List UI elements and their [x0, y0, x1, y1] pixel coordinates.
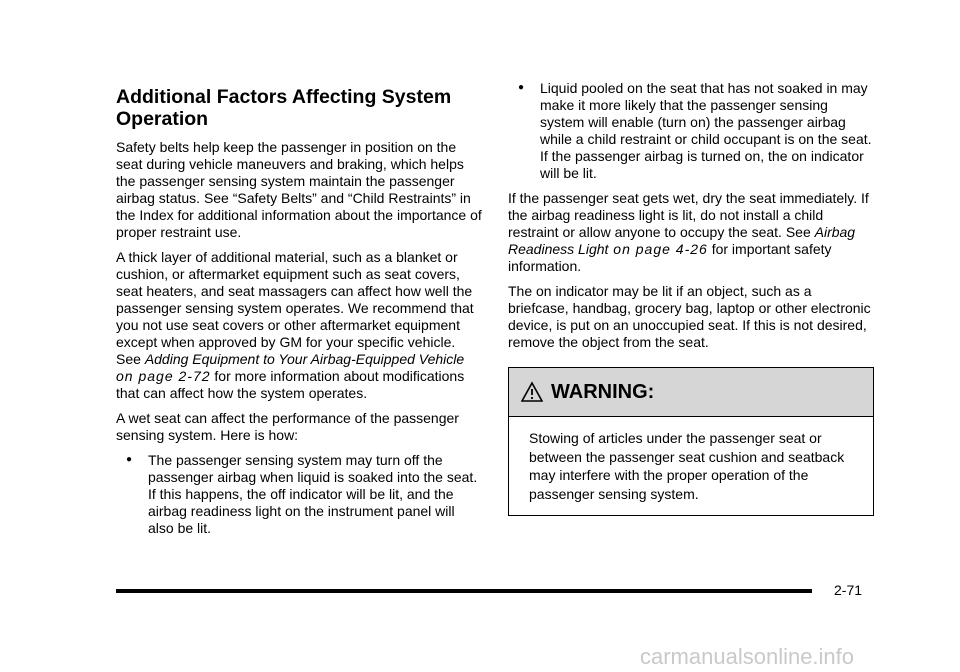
cross-reference-link[interactable]: Adding Equipment to Your Airbag-Equipped Vehicle: [144, 351, 465, 367]
warning-header: [509, 368, 873, 417]
right-column: [508, 80, 874, 516]
watermark: carmanualsonline.info: [640, 644, 855, 669]
paragraph-on-indicator: The on indicator may be lit if an object, such as a briefcase, handbag, grocery bag, laptop or other electronic device, is put on an unoccupied seat. If this is not desired, remove the object from the seat.: [508, 283, 871, 350]
cross-reference-link[interactable]: Airbag Readiness Light: [508, 224, 856, 257]
footer-rule: [116, 589, 812, 593]
left-column: [116, 86, 482, 545]
list-item: [116, 452, 482, 537]
section-heading: Additional Factors Affecting System Operation: [116, 86, 452, 130]
list-item-text: The passenger sensing system may turn off the passenger airbag when liquid is soaked into the seat. If this happens, the off indicator will be lit, and the airbag readiness light on the instrument panel will also be lit.: [148, 452, 478, 536]
paragraph-text: If the passenger seat gets wet, dry the seat immediately. If the airbag readiness light is lit, do not install a child restraint or allow anyone to occupy the seat. See: [508, 190, 869, 240]
bullet-dot-icon: ●: [126, 454, 133, 465]
bullet-list: [508, 80, 874, 182]
bullet-dot-icon: ●: [518, 82, 525, 93]
warning-box: [508, 367, 874, 516]
paragraph-safety-belts: Safety belts help keep the passenger in position on the seat during vehicle maneuvers and braking, which helps the passenger sensing system maintain the passenger airbag status. See “Safety Belts” and “Child Restraints” in the Index for additional information about the importance of proper restraint use.: [116, 139, 482, 240]
list-item: [508, 80, 874, 182]
warning-text: Stowing of articles under the passenger seat or between the passenger seat cushion and seatback may interfere with the proper operation of the passenger sensing system.: [529, 430, 845, 502]
bullet-list: [116, 452, 482, 537]
paragraph-text: for more information about modifications that can affect how the system operates.: [116, 368, 465, 401]
list-item-text: Liquid pooled on the seat that has not soaked in may make it more likely that the passenger sensing system will enable (turn on) the passenger airbag while a child restraint or child occupant is on the seat. If the passenger airbag is turned on, the on indicator will be lit.: [540, 80, 872, 181]
warning-title: WARNING:: [551, 380, 655, 403]
page-reference[interactable]: on page 2-72: [116, 368, 211, 384]
warning-triangle-icon: [521, 381, 543, 403]
paragraph-text: for important safety information.: [508, 241, 832, 274]
paragraph-dry-seat: [508, 190, 874, 275]
paragraph-additional-material: [116, 249, 482, 402]
paragraph-wet-seat: A wet seat can affect the performance of the passenger sensing system. Here is how:: [116, 410, 459, 443]
paragraph-text: A thick layer of additional material, such as a blanket or cushion, or aftermarket equipment such as seat covers, seat heaters, and seat massagers can affect how well the passenger sensing system operates. We recommend that you not use seat covers or other aftermarket equipment except when approved by GM for your specific vehicle. See: [116, 249, 474, 367]
page-number: 2-71: [834, 582, 863, 598]
page-reference[interactable]: on page 4-26: [608, 241, 708, 257]
